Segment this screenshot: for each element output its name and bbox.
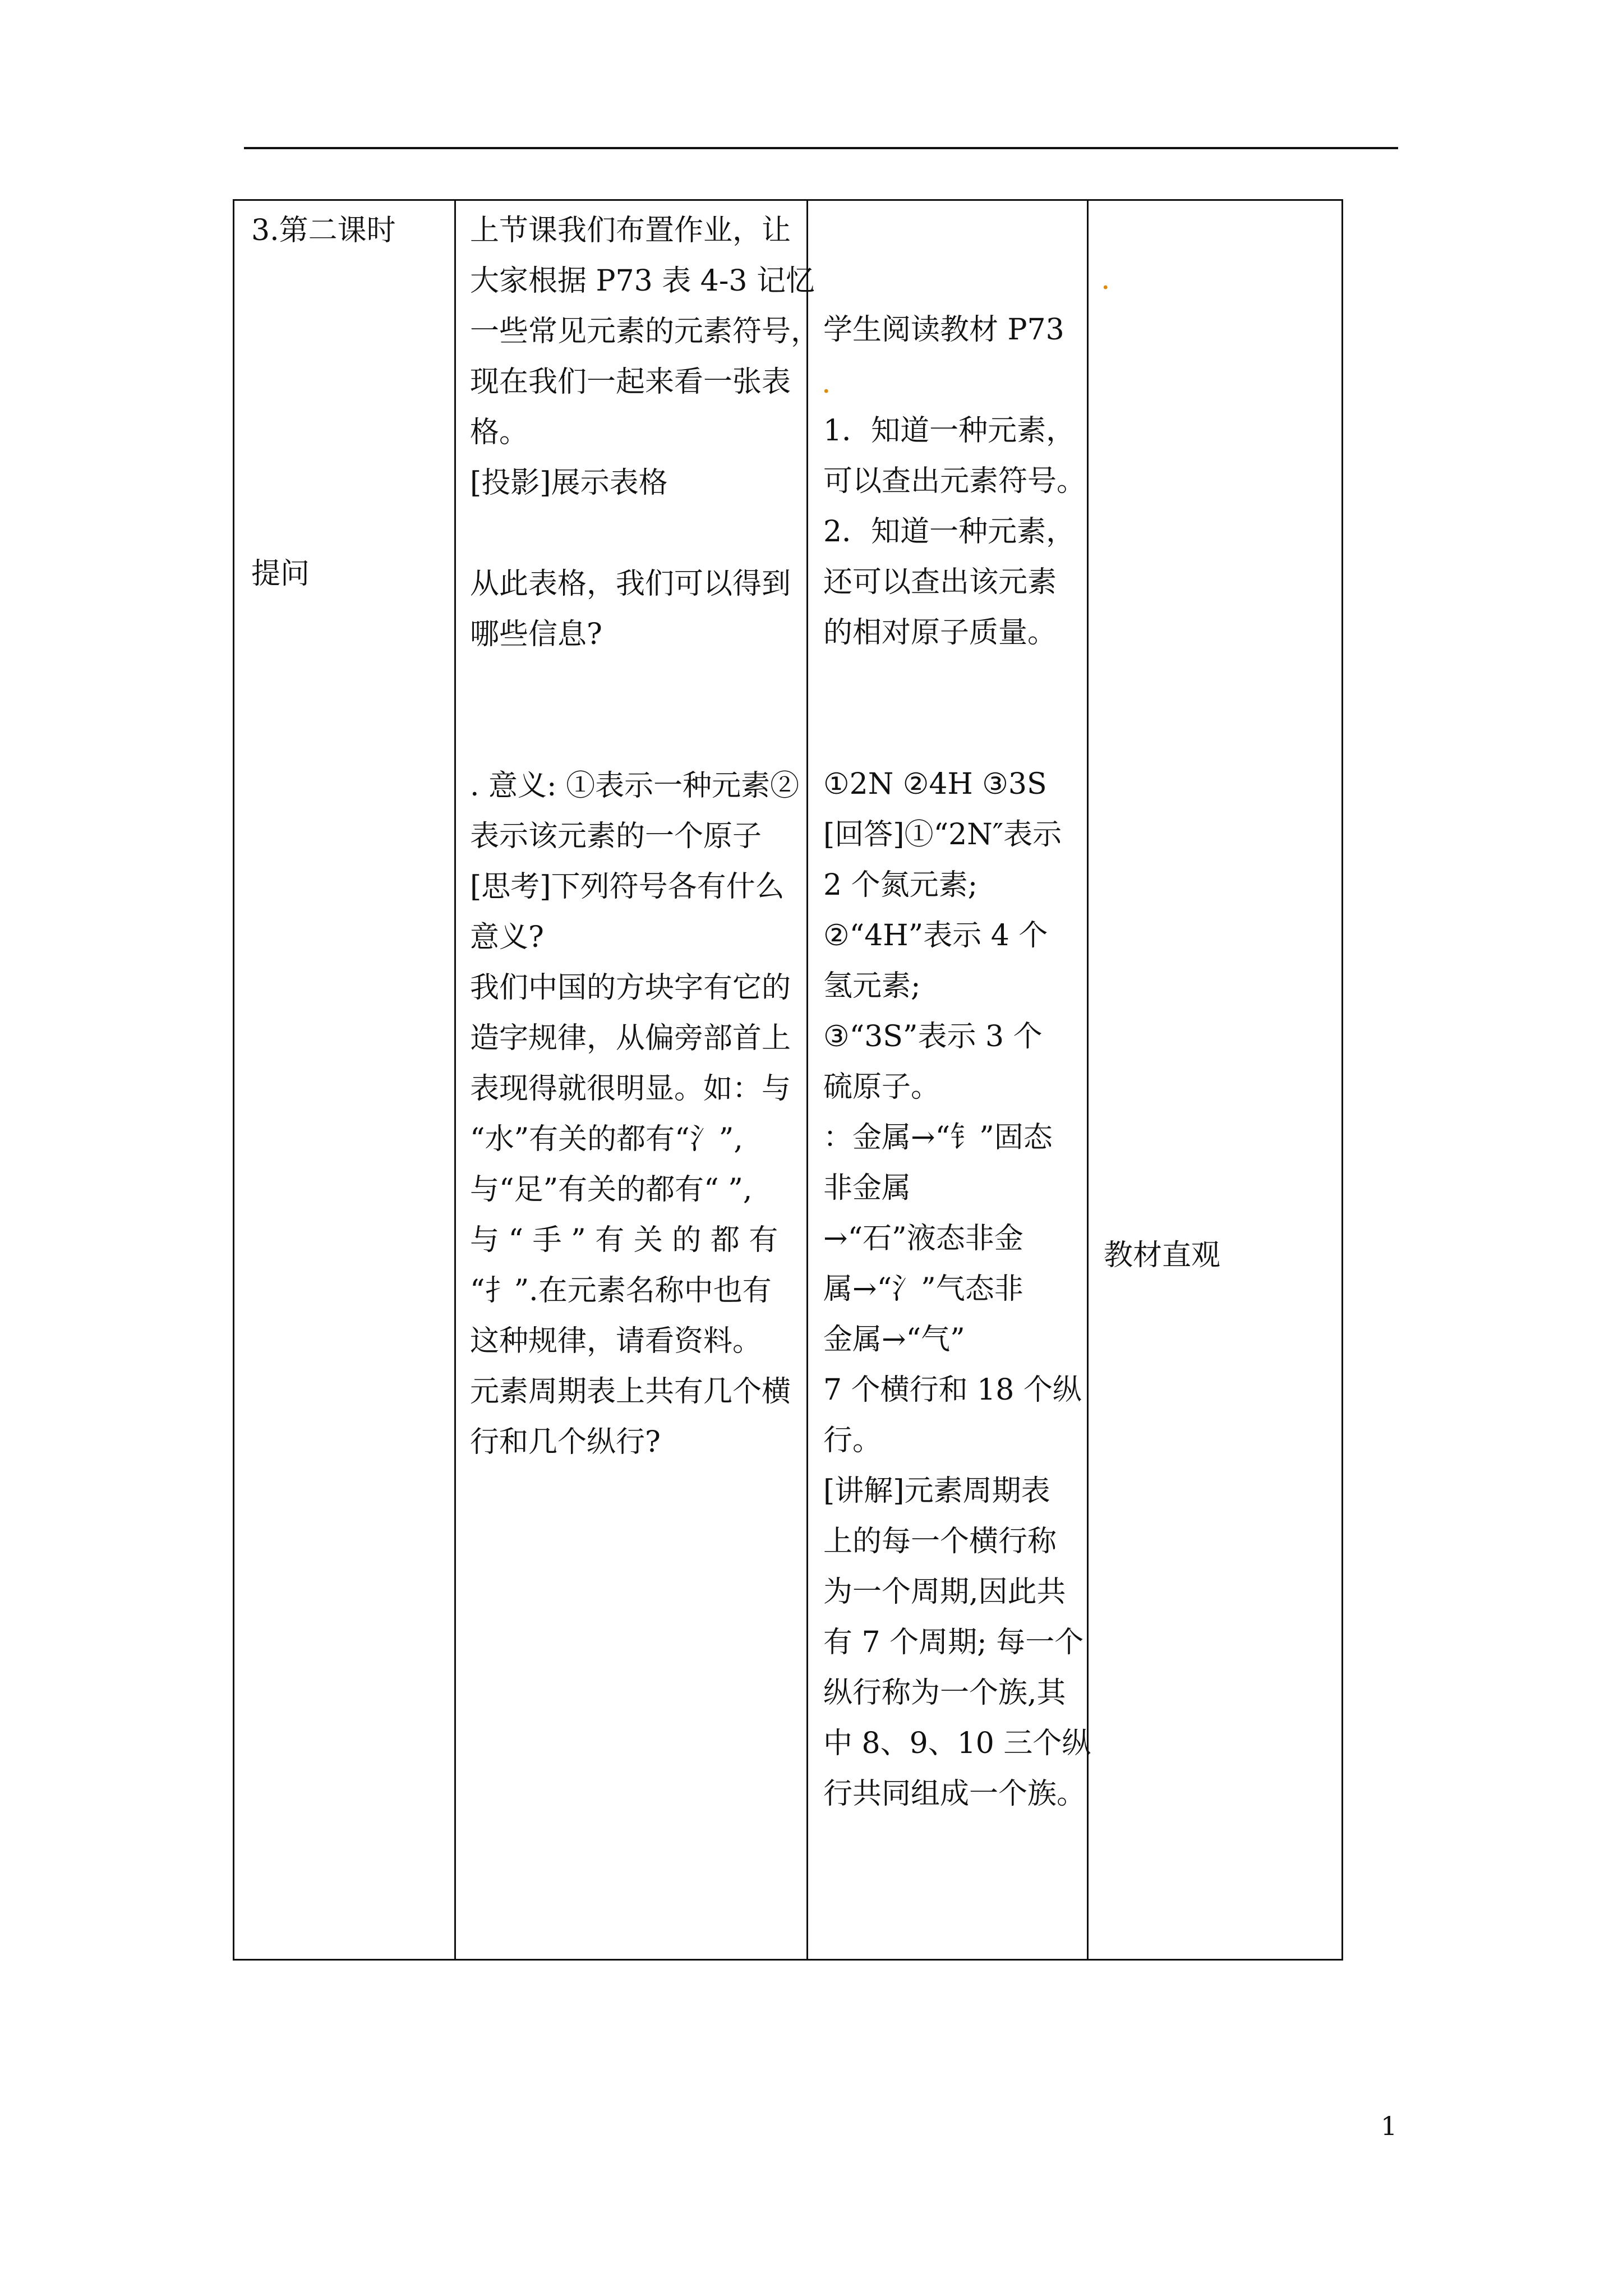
student-activity-line: ③“3S”表示 3 个 — [823, 1020, 1043, 1053]
student-activity-line: 2 个氮元素; — [823, 868, 978, 902]
teacher-activity-line: 大家根据 P73 表 4-3 记忆 — [470, 264, 815, 298]
teacher-activity-line: “水”有关的都有“氵”, — [470, 1122, 743, 1156]
student-activity-line: 属→“氵”气态非 — [823, 1272, 1023, 1306]
student-activity-line: 上的每一个横行称 — [823, 1525, 1057, 1558]
teacher-activity-line: 与“足”有关的都有“ ”, — [470, 1173, 753, 1207]
student-activity-line: 学生阅读教材 P73 — [823, 313, 1064, 347]
teacher-activity-line: 表示该元素的一个原子 — [470, 820, 762, 853]
question-label: 提问 — [251, 557, 310, 591]
student-marker: . — [822, 366, 831, 400]
teacher-activity-line: 表现得就很明显。如：与 — [470, 1072, 791, 1106]
student-activity-line — [823, 658, 1091, 708]
teacher-activity-line: . 意义: ①表示一种元素② — [470, 769, 800, 803]
student-activity-line: 有 7 个周期; 每一个 — [823, 1626, 1084, 1659]
teacher-activity-line: [思考]下列符号各有什么 — [470, 870, 785, 904]
student-activity-line: 1．知道一种元素， — [823, 414, 1076, 448]
student-activity-line: 中 8、9、10 三个纵 — [823, 1727, 1091, 1760]
teacher-activity-line: 意义? — [470, 921, 544, 954]
teacher-activity-line: 造字规律，从偏旁部首上 — [470, 1022, 791, 1055]
teacher-activity-line: 格。 — [470, 416, 529, 449]
teacher-activity-line — [470, 508, 820, 559]
student-activity-line: 可以查出元素符号。 — [823, 464, 1086, 498]
teacher-activity-line: 这种规律，请看资料。 — [470, 1324, 762, 1358]
student-activity-line: [讲解]元素周期表 — [823, 1474, 1050, 1508]
student-activity-line: 2．知道一种元素， — [823, 515, 1076, 549]
teacher-activity-line: 现在我们一起来看一张表 — [470, 365, 791, 399]
teacher-activity-line: [投影]展示表格 — [470, 466, 668, 500]
student-activity-line — [823, 355, 1091, 406]
student-activity-line: ②“4H”表示 4 个 — [823, 919, 1048, 953]
student-activity-line — [823, 254, 1091, 305]
student-activity-line: 还可以查出该元素 — [823, 565, 1057, 599]
student-activity-line: 7 个横行和 18 个纵 — [823, 1373, 1082, 1407]
student-activity-line: [回答]①“2N″表示 — [823, 818, 1062, 852]
teacher-activity-line: 行和几个纵行? — [470, 1425, 661, 1459]
student-activity-line: 行。 — [823, 1424, 882, 1457]
student-activity-text — [823, 254, 1091, 1819]
teacher-activity-line: 一些常见元素的元素符号， — [470, 315, 820, 348]
teacher-activity-line: 上节课我们布置作业，让 — [470, 214, 791, 247]
column-divider-1 — [454, 201, 456, 1959]
student-activity-line: ①2N ②4H ③3S — [823, 767, 1047, 801]
student-activity-line: 非金属 — [823, 1171, 911, 1205]
teacher-activity-line: 元素周期表上共有几个横 — [470, 1375, 791, 1409]
teacher-activity-text — [470, 205, 820, 1467]
teacher-activity-line: 哪些信息? — [470, 618, 602, 651]
student-activity-line: 金属→“气” — [823, 1323, 965, 1356]
notes-marker: . — [1101, 263, 1110, 296]
section-title: 3.第二课时 — [251, 214, 396, 247]
student-activity-line: 行共同组成一个族。 — [823, 1777, 1086, 1811]
page-number: 1 — [1381, 2111, 1398, 2141]
lesson-plan-table — [233, 199, 1343, 1961]
student-activity-line: ：金属→“钅”固态 — [823, 1121, 1053, 1154]
teacher-activity-line: 从此表格，我们可以得到 — [470, 567, 791, 601]
teacher-activity-line: 与 “ 手 ” 有 关 的 都 有 — [470, 1223, 778, 1257]
teacher-activity-line: “扌”.在元素名称中也有 — [470, 1274, 772, 1308]
student-activity-line: 硫原子。 — [823, 1070, 940, 1104]
student-activity-line: →“石”液态非金 — [823, 1222, 1023, 1255]
design-note: 教材直观 — [1104, 1239, 1221, 1272]
student-activity-line: 为一个周期,因此共 — [823, 1575, 1066, 1609]
student-activity-line: 氢元素; — [823, 969, 921, 1003]
teacher-activity-line — [470, 660, 820, 710]
student-activity-line: 的相对原子质量。 — [823, 616, 1057, 650]
student-activity-line: 纵行称为一个族,其 — [823, 1676, 1066, 1710]
teacher-activity-line: 我们中国的方块字有它的 — [470, 971, 791, 1005]
teacher-activity-line — [470, 710, 820, 761]
header-rule — [244, 147, 1398, 149]
student-activity-line — [823, 708, 1091, 759]
